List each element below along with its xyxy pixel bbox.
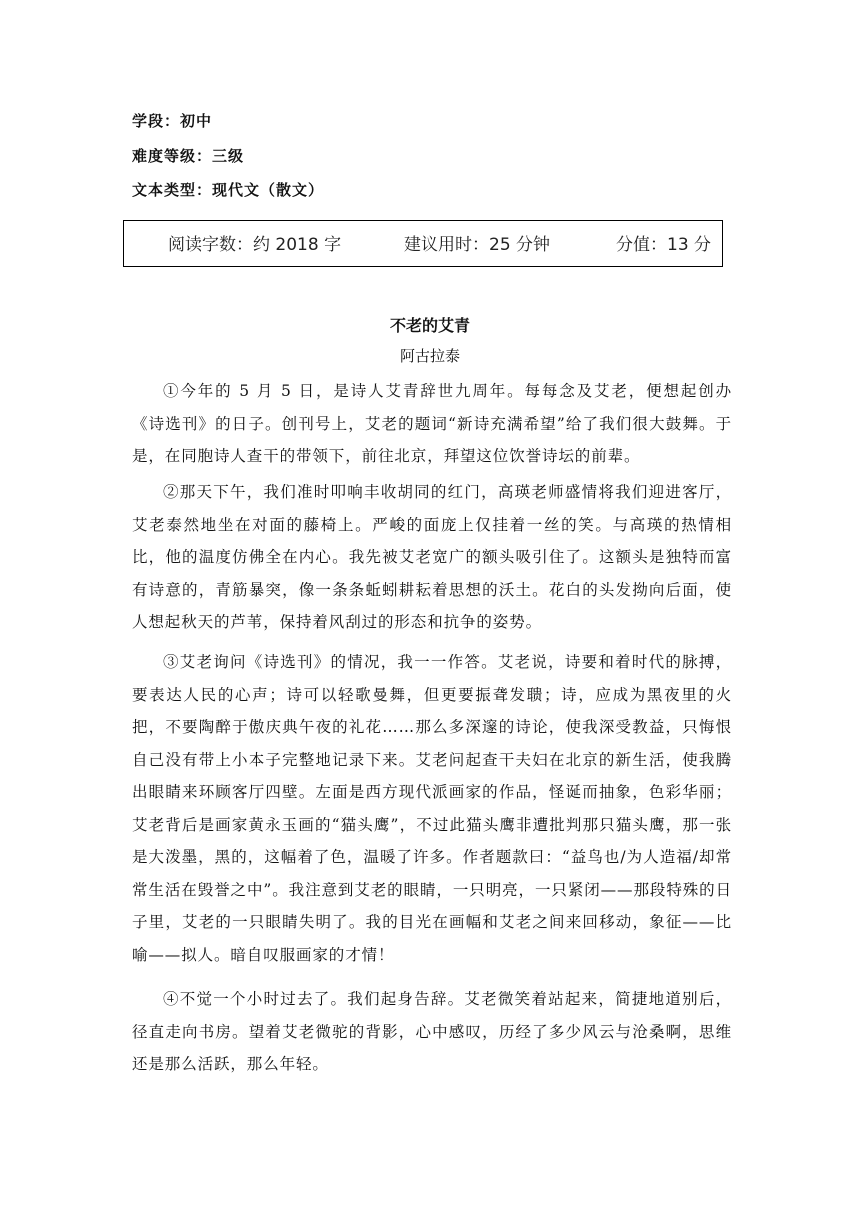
suggested-time: 建议用时：25 分钟 bbox=[404, 235, 551, 255]
paragraph-3: ③艾老询问《诗选刊》的情况，我一一作答。艾老说，诗要和着时代的脉搏，要表达人民的心声；诗可以轻歌曼舞，但更要振聋发聩；诗，应成为黑夜里的火把，不要陶醉于傲庆典午夜的礼花……那么多深邃的诗论，使我深受教益，只悔恨自己没有带上小本子完整地记录下来。艾老问起查干夫妇在北京的新生活，使我腾出眼睛来环顾客厅四壁。左面是西方现代派画家的作品，怪诞而抽象，色彩华丽；艾老背后是画家黄永玉画的“猫头鹰”，不过此猫头鹰非遭批判那只猫头鹰，那一张是大泼墨，黑的，这幅着了色，温暖了许多。作者题款曰：“益鸟也/为人造福/却常常生活在毁誉之中”。我注意到艾老的眼睛，一只明亮，一只紧闭——那段特殊的日子里，艾老的一只眼睛失明了。我的目光在画幅和艾老之间来回移动，象征——比喻——拟人。暗自叹服画家的才情！ bbox=[132, 653, 732, 964]
text-type-label: 文本类型：现代文（散文） bbox=[132, 181, 325, 199]
article-author: 阿古拉泰 bbox=[399, 347, 460, 365]
reading-info-box bbox=[123, 220, 723, 267]
score-value: 分值：13 分 bbox=[616, 235, 712, 255]
paragraph-4: ④不觉一个小时过去了。我们起身告辞。艾老微笑着站起来，简捷地道别后，径直走向书房。望着艾老微驼的背影，心中感叹，历经了多少风云与沧桑啊，思维还是那么活跃，那么年轻。 bbox=[132, 990, 732, 1073]
paragraph-2: ②那天下午，我们准时叩响丰收胡同的红门，高瑛老师盛情将我们迎进客厅，艾老泰然地坐在对面的藤椅上。严峻的面庞上仅挂着一丝的笑。与高瑛的热情相比，他的温度仿佛全在内心。我先被艾老宽广的额头吸引住了。这额头是独特而富有诗意的，青筋暴突，像一条条蚯蚓耕耘着思想的沃土。花白的头发拗向后面，使人想起秋天的芦苇，保持着风刮过的形态和抗争的姿势。 bbox=[132, 483, 732, 631]
difficulty-label: 难度等级：三级 bbox=[132, 147, 245, 165]
paragraph-1: ①今年的 5 月 5 日，是诗人艾青辞世九周年。每每念及艾老，便想起创办《诗选刊》的日子。创刊号上，艾老的题词“新诗充满希望”给了我们很大鼓舞。于是，在同胞诗人查干的带领下，前往北京，拜望这位饮誉诗坛的前辈。 bbox=[132, 382, 732, 465]
article-title: 不老的艾青 bbox=[389, 316, 470, 335]
word-count: 阅读字数：约 2018 字 bbox=[168, 235, 342, 255]
stage-label: 学段：初中 bbox=[132, 112, 213, 130]
